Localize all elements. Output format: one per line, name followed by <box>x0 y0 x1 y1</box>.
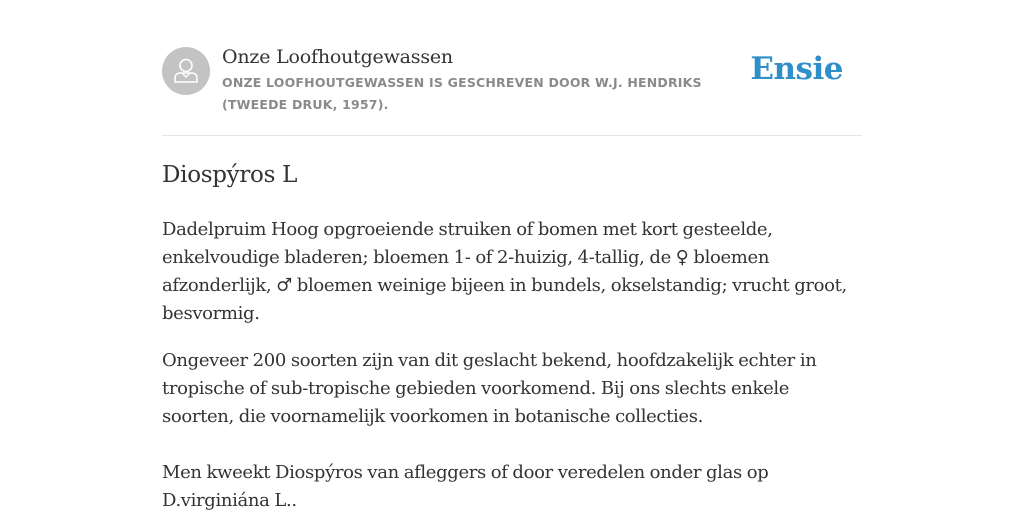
article-paragraph: Ongeveer 200 soorten zijn van dit geslacht bekend, hoofdzakelijk echter in tropische of sub-tropische gebieden voorkomend. Bij ons slechts enkele soorten, die voornamelijk voorkomen in botanische collecties. <box>162 350 817 427</box>
publication-description: ONZE LOOFHOUTGEWASSEN IS GESCHREVEN DOOR W.J. HENDRIKS (TWEEDE DRUK, 1957). <box>222 75 702 112</box>
brand-logo[interactable]: Ensie <box>750 51 843 87</box>
user-placeholder-icon[interactable] <box>162 47 210 95</box>
article <box>162 158 862 512</box>
article-paragraph: Men kweekt Diospýros van afleggers of door veredelen onder glas op D.virginiána L.. <box>162 462 769 511</box>
publication-name[interactable]: Onze Loofhoutgewassen <box>222 46 453 68</box>
publication-header <box>162 46 862 116</box>
header-divider <box>162 135 862 136</box>
article-paragraph: Dadelpruim Hoog opgroeiende struiken of bomen met kort gesteelde, enkelvoudige bladeren; bloemen 1- of 2-huizig, 4-tallig, de ♀ bloemen afzonderlijk, ♂ bloemen weinige bijeen in bundels, okselstandig; vrucht groot, besvormig. <box>162 219 847 324</box>
article-title: Diospýros L <box>162 162 298 188</box>
